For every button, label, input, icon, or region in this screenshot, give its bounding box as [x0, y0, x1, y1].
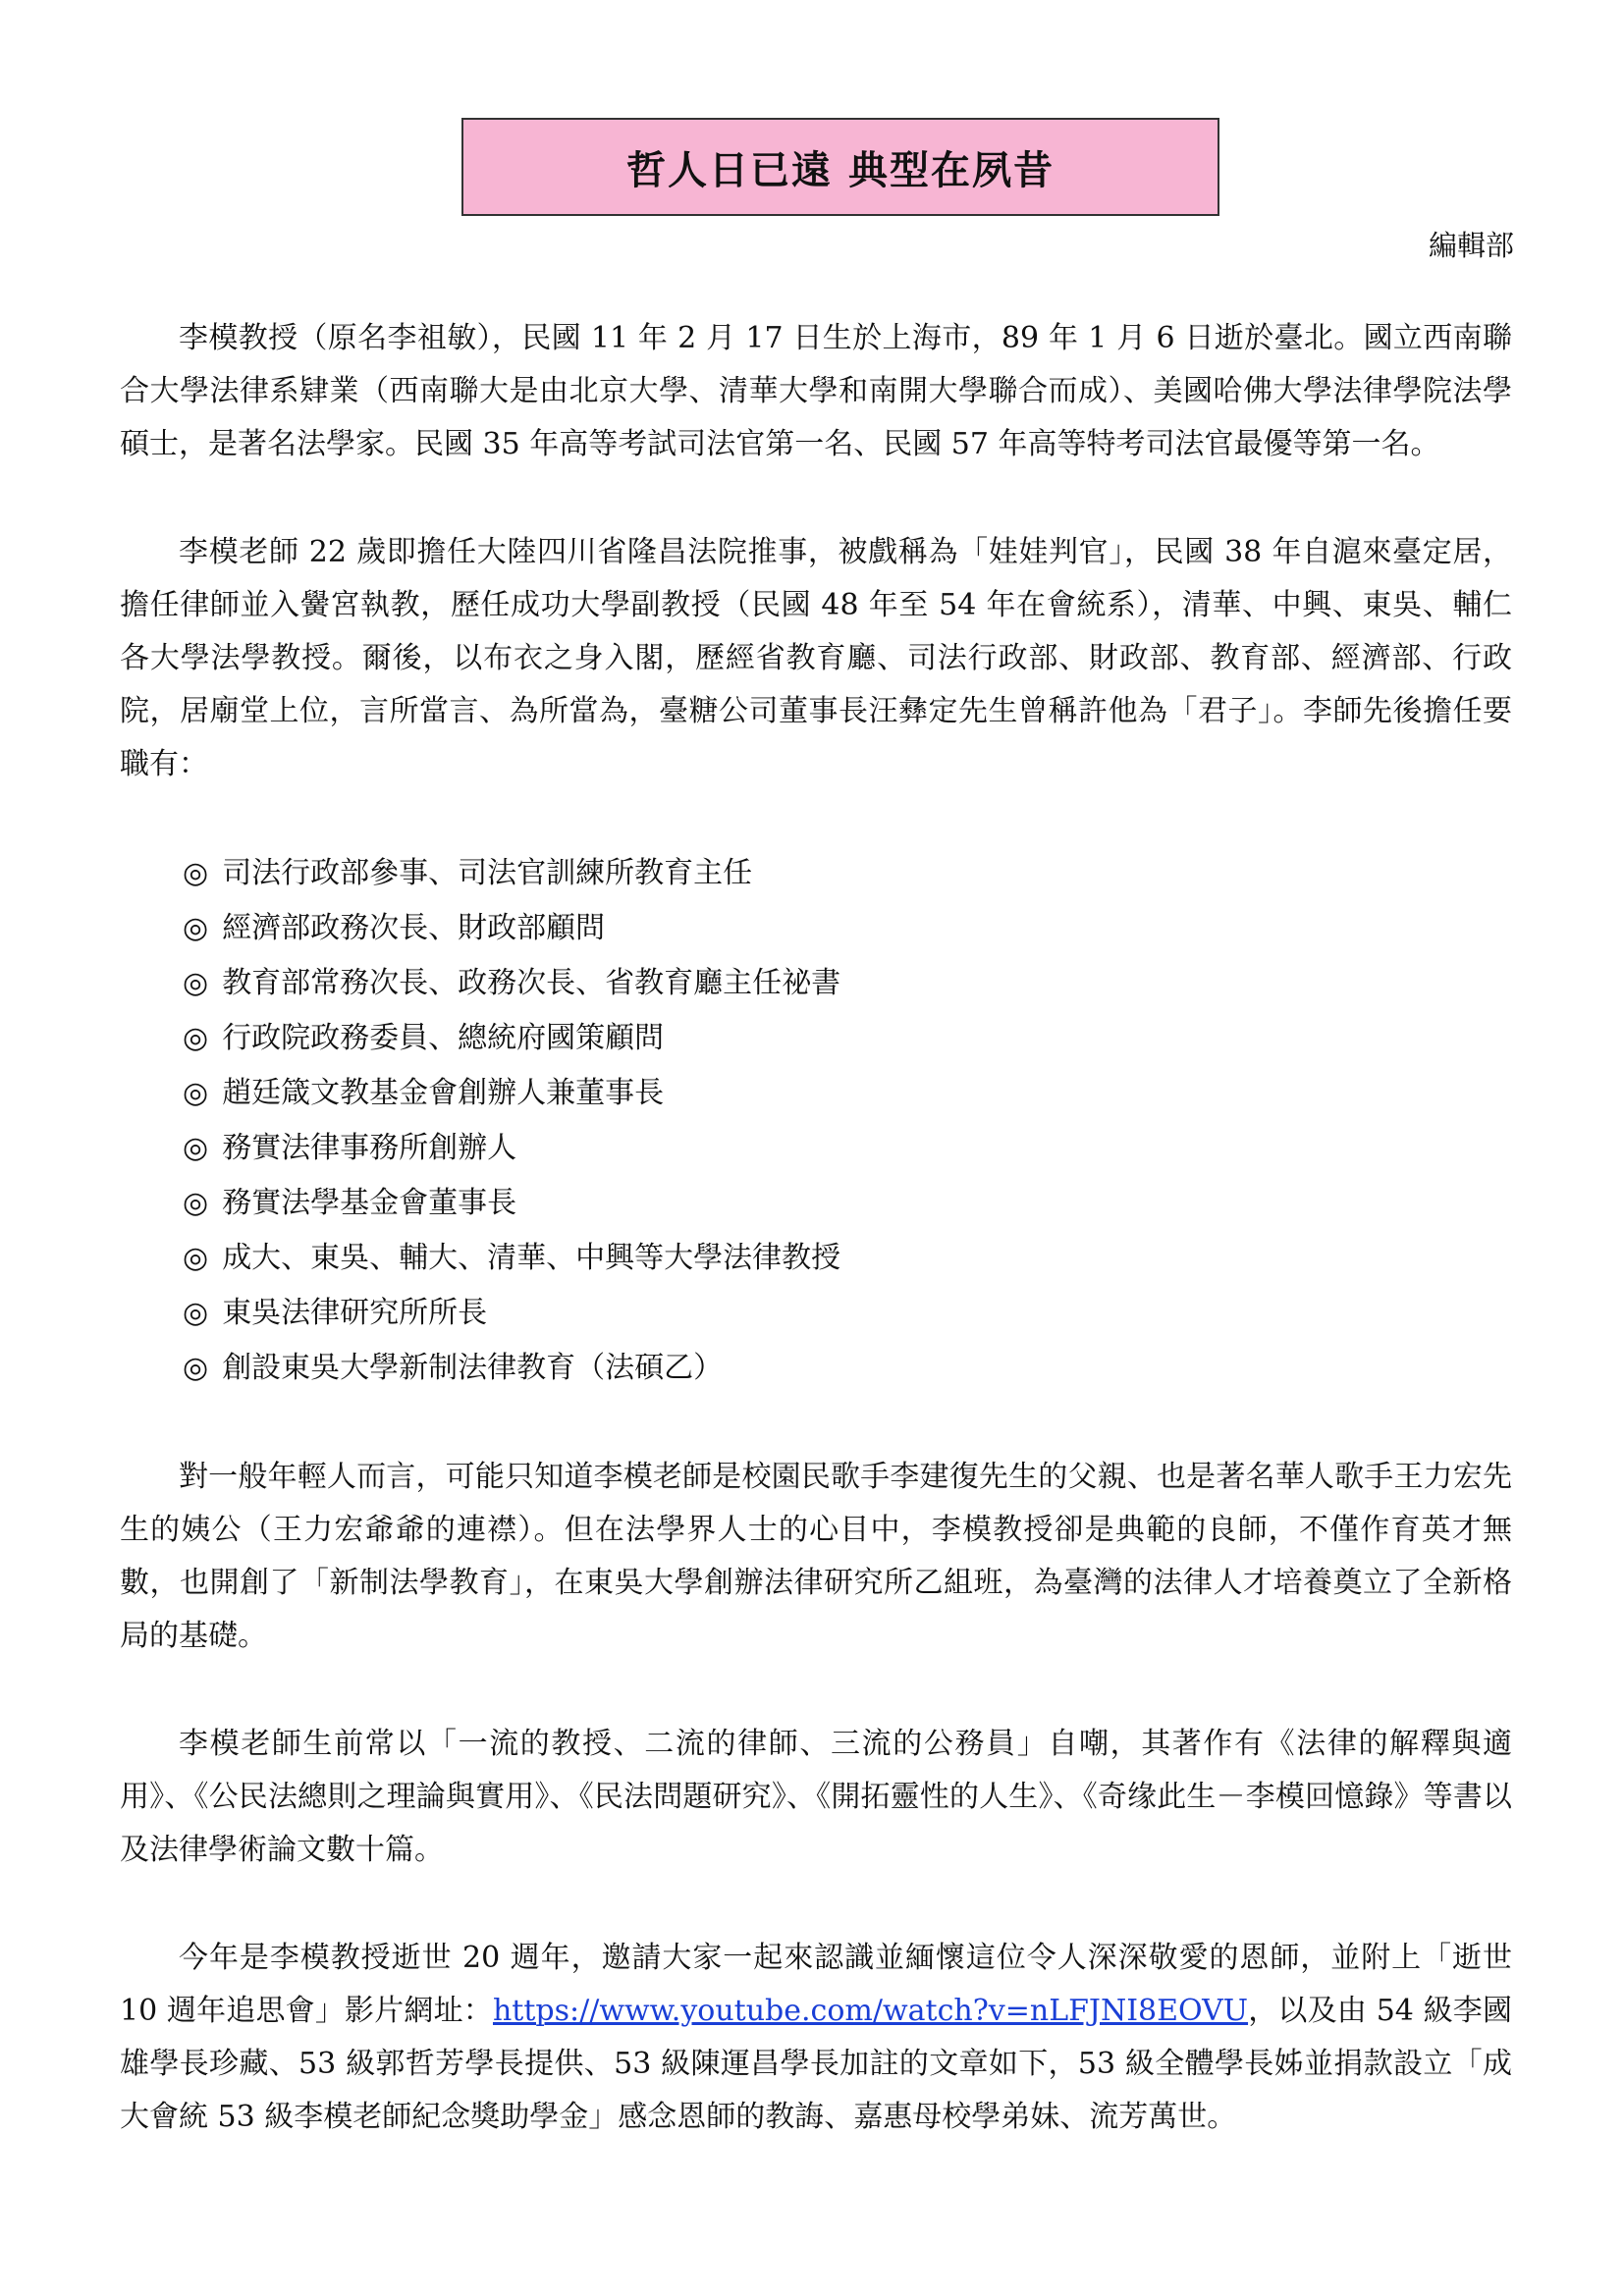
memorial-text-after-link: ，以及由 54 級李國雄學長珍藏、53 級郭哲芳學長提供、53 級陳運昌學長加註的文章如下，53 級全體學長姊並捐款設立「成大會統 53 級李模老師紀念獎助學金」感念恩師的教誨、嘉惠母校學弟妹、流芳萬世。	[120, 1994, 1512, 2134]
bullet-marker: ◎	[183, 911, 209, 945]
bullet-marker: ◎	[183, 856, 209, 890]
bullet-marker: ◎	[183, 966, 209, 1000]
bullet-marker: ◎	[183, 1241, 209, 1275]
role-text: 務實法律事務所創辦人	[222, 1131, 517, 1165]
article-body	[120, 312, 1512, 2199]
role-text: 經濟部政務次長、財政部顧問	[222, 911, 606, 945]
memorial-text-before-link: 今年是李模教授逝世 20 週年，邀請大家一起來認識並緬懷這位令人深深敬愛的恩師，並附上「逝世 10 週年追思會」影片網址：	[120, 1941, 1512, 2028]
paragraph-legacy: 對一般年輕人而言，可能只知道李模老師是校園民歌手李建復先生的父親、也是著名華人歌手王力宏先生的姨公（王力宏爺爺的連襟）。但在法學界人士的心目中，李模教授卻是典範的良師，不僅作育英才無數，也開創了「新制法學教育」，在東吳大學創辦法律研究所乙組班，為臺灣的法律人才培養奠立了全新格局的基礎。	[120, 1460, 1512, 1653]
bullet-marker: ◎	[183, 1186, 209, 1220]
list-item	[183, 1121, 1512, 1176]
bullet-marker: ◎	[183, 1296, 209, 1330]
roles-list	[183, 846, 1512, 1396]
role-text: 行政院政務委員、總統府國策顧問	[222, 1021, 665, 1055]
list-item	[183, 1011, 1512, 1066]
paragraph-memorial	[120, 1932, 1512, 2144]
paragraph-career: 李模老師 22 歲即擔任大陸四川省隆昌法院推事，被戲稱為「娃娃判官」，民國 38 年自滬來臺定居，擔任律師並入黌宮執教，歷任成功大學副教授（民國 48 年至 54 年在會統系），清華、中興、東吳、輔仁各大學法學教授。爾後，以布衣之身入閣，歷經省教育廳、司法行政部、財政部、教育部、經濟部、行政院，居廟堂上位，言所當言、為所當為，臺糖公司董事長汪彝定先生曾稱許他為「君子」。李師先後擔任要職有：	[120, 535, 1512, 781]
list-item	[183, 1341, 1512, 1396]
bullet-marker: ◎	[183, 1076, 209, 1110]
list-item	[183, 1066, 1512, 1121]
list-item	[183, 1176, 1512, 1231]
role-text: 教育部常務次長、政務次長、省教育廳主任祕書	[222, 966, 841, 1000]
page-title: 哲人日已遠 典型在夙昔	[626, 146, 1055, 193]
role-text: 東吳法律研究所所長	[222, 1296, 488, 1330]
bullet-marker: ◎	[183, 1351, 209, 1385]
title-banner	[461, 118, 1219, 216]
author-credit: 編輯部	[1428, 229, 1514, 262]
list-item	[183, 1231, 1512, 1286]
youtube-video-link[interactable]: https://www.youtube.com/watch?v=nLFJNI8EOVU	[492, 1994, 1249, 2028]
bullet-marker: ◎	[183, 1131, 209, 1165]
list-item	[183, 1286, 1512, 1341]
role-text: 司法行政部參事、司法官訓練所教育主任	[222, 856, 753, 890]
list-item	[183, 846, 1512, 901]
role-text: 成大、東吳、輔大、清華、中興等大學法律教授	[222, 1241, 841, 1275]
role-text: 趙廷箴文教基金會創辦人兼董事長	[222, 1076, 665, 1110]
bullet-marker: ◎	[183, 1021, 209, 1055]
paragraph-works: 李模老師生前常以「一流的教授、二流的律師、三流的公務員」自嘲，其著作有《法律的解釋與適用》、《公民法總則之理論與實用》、《民法問題研究》、《開拓靈性的人生》、《奇缘此生－李模回憶錄》等書以及法律學術論文數十篇。	[120, 1727, 1512, 1867]
list-item	[183, 901, 1512, 956]
paragraph-biography: 李模教授（原名李祖敏），民國 11 年 2 月 17 日生於上海市，89 年 1 月 6 日逝於臺北。國立西南聯合大學法律系肄業（西南聯大是由北京大學、清華大學和南開大學聯合而成）、美國哈佛大學法律學院法學碩士，是著名法學家。民國 35 年高等考試司法官第一名、民國 57 年高等特考司法官最優等第一名。	[120, 321, 1512, 461]
role-text: 創設東吳大學新制法律教育（法碩乙）	[222, 1351, 724, 1385]
list-item	[183, 956, 1512, 1011]
role-text: 務實法學基金會董事長	[222, 1186, 517, 1220]
